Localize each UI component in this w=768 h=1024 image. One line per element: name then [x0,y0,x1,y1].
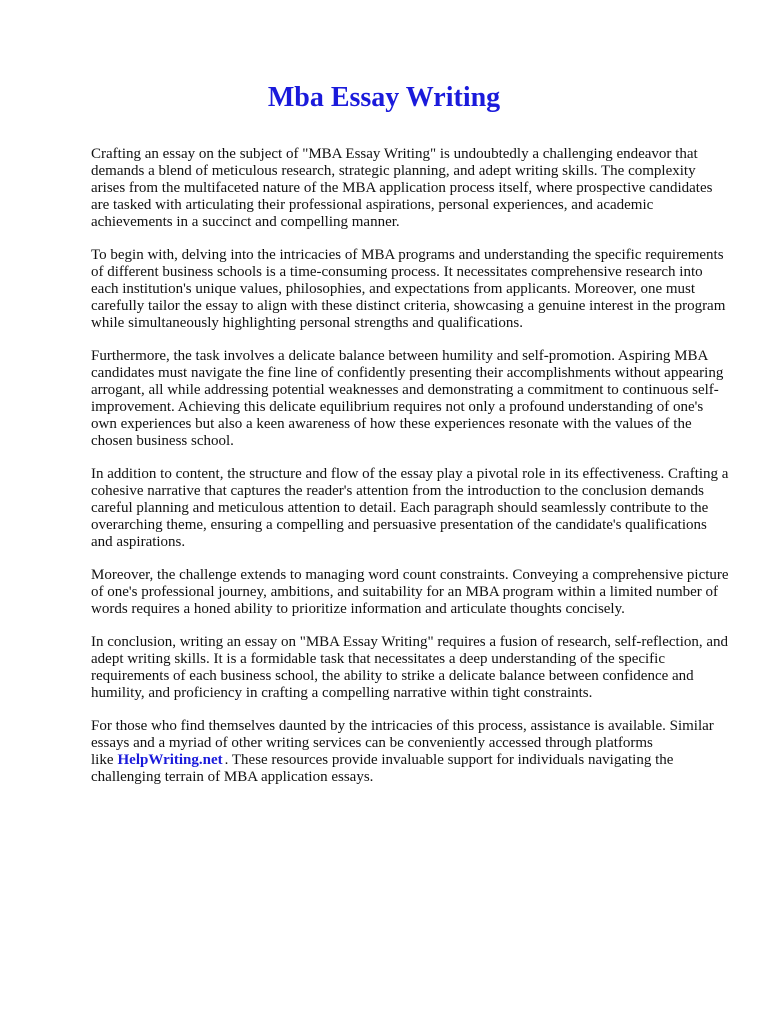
paragraph-intro: Crafting an essay on the subject of "MBA Essay Writing" is undoubtedly a challenging endeavor that demands a blend of meticulous research, strategic planning, and adept writing skills. The complexity arises from the multifaceted nature of the MBA application process itself, where prospective candidates are tasked with articulating their professional aspirations, personal experiences, and academic achievements in a succinct and compelling manner. [91,146,713,230]
paragraph-research: To begin with, delving into the intricacies of MBA programs and understanding the specific requirements of different business schools is a time-consuming process. It necessitates comprehensive research into each institution's unique values, philosophies, and expectations from applicants. Moreover, one must carefully tailor the essay to align with these distinct criteria, showcasing a genuine interest in the program while simultaneously highlighting personal strengths and qualifications. [91,247,726,331]
page-title: Mba Essay Writing [267,82,501,113]
paragraph-word-count: Moreover, the challenge extends to managing word count constraints. Conveying a comprehensive picture of one's professional journey, ambitions, and suitability for an MBA program within a limited number of words requires a honed ability to prioritize information and articulate thoughts concisely. [91,567,729,617]
paragraph-balance: Furthermore, the task involves a delicate balance between humility and self-promotion. Aspiring MBA candidates must navigate the fine line of confidently presenting their accomplishments without appearing arrogant, all while addressing potential weaknesses and demonstrating a commitment to continuous self-improvement. Achieving this delicate equilibrium requires not only a profound understanding of one's own experiences but also a keen awareness of how these experiences resonate with the values of the chosen business school. [91,348,724,449]
helpwriting-link[interactable]: HelpWriting.net [117,752,223,768]
assistance-text-before-link: For those who find themselves daunted by the intricacies of this process, assistance is available. Similar essays and a myriad of other writing services can be conveniently accessed through platforms like [91,718,714,768]
paragraph-conclusion: In conclusion, writing an essay on "MBA Essay Writing" requires a fusion of research, self-reflection, and adept writing skills. It is a formidable task that necessitates a deep understanding of the specific requirements of each business school, the ability to strike a delicate balance between confidence and humility, and proficiency in crafting a compelling narrative within tight constraints. [91,634,729,701]
assistance-text-after-link: . These resources provide invaluable support for individuals navigating the challenging terrain of MBA application essays. [91,752,674,785]
paragraph-structure: In addition to content, the structure and flow of the essay play a pivotal role in its effectiveness. Crafting a cohesive narrative that captures the reader's attention from the introduction to the conclusion demands careful planning and meticulous attention to detail. Each paragraph should seamlessly contribute to the overarching theme, ensuring a compelling and persuasive presentation of the candidate's qualifications and aspirations. [91,466,729,550]
document-body [91,146,731,802]
paragraph-assistance [91,718,731,786]
